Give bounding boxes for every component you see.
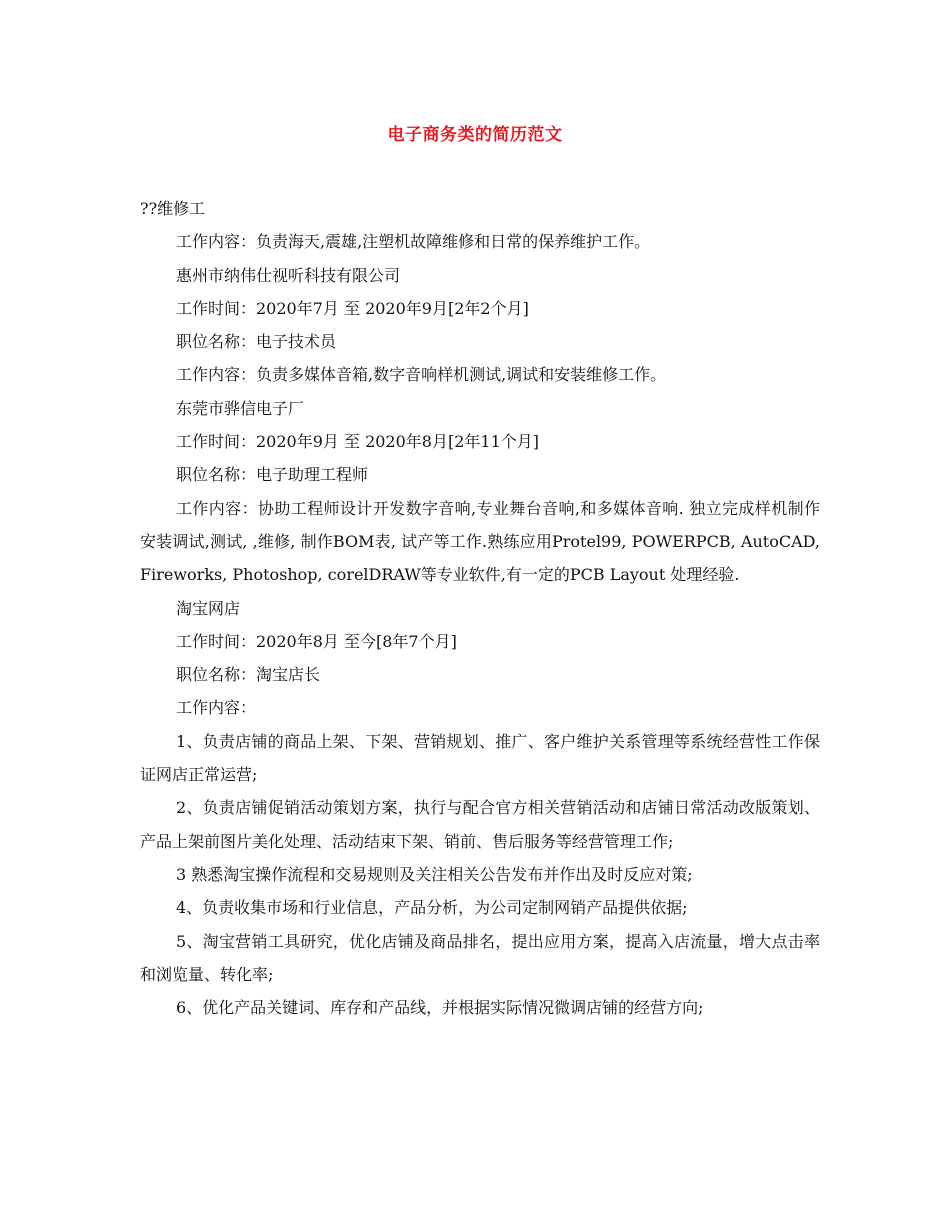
paragraph-line: 工作时间：2020年9月 至 2020年8月[2年11个月]	[176, 432, 539, 452]
paragraph-line: 职位名称：电子技术员	[176, 332, 337, 352]
paragraph-line: 职位名称：电子助理工程师	[176, 465, 369, 485]
paragraph-line: ??维修工	[140, 199, 206, 218]
paragraph-block: 2、负责店铺促销活动策划方案，执行与配合官方相关营销活动和店铺日常活动改版策划、产品上架前图片美化处理、活动结束下架、销前、售后服务等经营管理工作;	[140, 798, 820, 851]
paragraph-line: 3 熟悉淘宝操作流程和交易规则及关注相关公告发布并作出及时反应对策;	[176, 864, 693, 884]
paragraph-line: 工作内容：负责多媒体音箱,数字音响样机测试,调试和安装维修工作。	[176, 365, 667, 385]
paragraph-block: 5、淘宝营销工具研究，优化店铺及商品排名，提出应用方案，提高入店流量，增大点击率和浏览量、转化率;	[140, 931, 820, 984]
paragraph-line: 职位名称：淘宝店长	[176, 665, 321, 685]
paragraph-line: 工作时间：2020年8月 至今[8年7个月]	[176, 631, 457, 651]
paragraph-block	[140, 492, 820, 592]
paragraph-line: 惠州市纳伟仕视听科技有限公司	[176, 265, 401, 285]
paragraph-line: 工作内容：负责海天,震雄,注塑机故障维修和日常的保养维护工作。	[176, 232, 651, 252]
paragraph-line: 工作内容：	[176, 698, 257, 718]
paragraph-text: 工作内容：协助工程师设计开发数字音响,专业舞台音响,和多媒体音响. 独立完成样机制作安装调试,测试, ,维修, 制作BOM表, 试产等工作.熟练应用Protel99, POWERPCB, AutoCAD, Fireworks, Photoshop, corelDRAW等专业软件,有一定的PCB Layout 处理经验.	[140, 498, 820, 585]
paragraph-line: 4、负责收集市场和行业信息，产品分析，为公司定制网销产品提供依据;	[176, 898, 688, 918]
paragraph-line: 东莞市骅信电子厂	[176, 398, 305, 418]
paragraph-line: 淘宝网店	[176, 598, 241, 618]
paragraph-line: 工作时间：2020年7月 至 2020年9月[2年2个月]	[176, 298, 529, 318]
paragraph-block: 1、负责店铺的商品上架、下架、营销规划、推广、客户维护关系管理等系统经营性工作保证网店正常运营;	[140, 731, 820, 785]
document-body	[140, 192, 820, 1024]
document-title: 电子商务类的简历范文	[387, 125, 563, 145]
paragraph-line: 6、优化产品关键词、库存和产品线，并根据实际情况微调店铺的经营方向;	[176, 998, 704, 1018]
